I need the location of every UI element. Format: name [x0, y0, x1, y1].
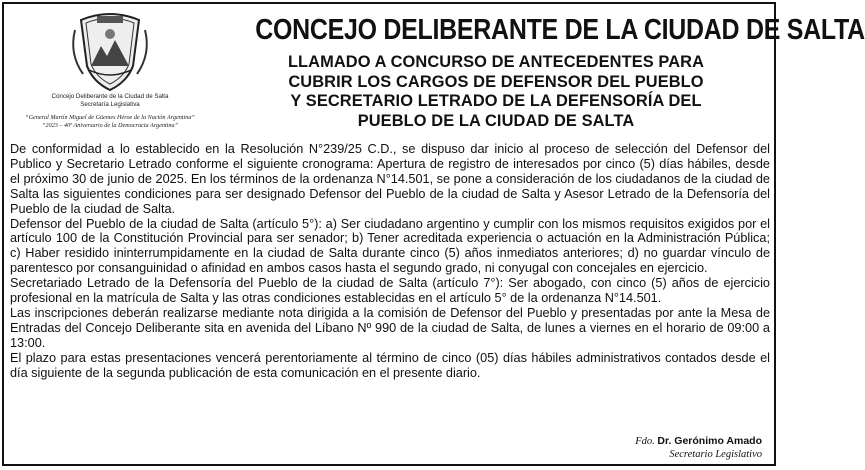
- org-name: Concejo Deliberante de la Ciudad de Salta: [51, 93, 169, 100]
- subtitle-line: CUBRIR LOS CARGOS DE DEFENSOR DEL PUEBLO: [288, 72, 704, 91]
- body-paragraph: Secretariado Letrado de la Defensoría del Pueblo de la ciudad de Salta (artículo 7°): Ser abogado, con cinco (5) años de ejercicio profesional en la matrícula de Salta y las otras condiciones establecidas en el artículo 5° de la ordenanza N°14.501.: [10, 276, 770, 306]
- body-paragraph: De conformidad a lo establecido en la Resolución N°239/25 C.D., se dispuso dar inicio al proceso de selección del Defensor del Publico y Secretario Letrado conforme el siguiente cronograma: Apertura de registro de interesados por cinco (5) días hábiles, desde el próximo 30 de junio de 2025. En los términos de la ordenanza N°14.501, se pone a consideración de los ciudadanos de la ciudad de Salta las siguientes condiciones para ser designado Defensor del Pueblo de la ciudad de Salta y Asesor Letrado de la Defensoría del Pueblo de la ciudad de Salta.: [10, 142, 770, 216]
- subtitle-line: LLAMADO A CONCURSO DE ANTECEDENTES PARA: [287, 53, 705, 71]
- title-block: [216, 14, 865, 131]
- motto-line-2: “2023 – 40º Aniversario de la Democracia Argentina”: [41, 121, 179, 129]
- header: [4, 4, 865, 139]
- notice-subtitle: [216, 53, 776, 131]
- motto-line-1: “General Martín Miguel de Güemes Héroe de la Nación Argentina”: [25, 114, 195, 121]
- city-seal-icon: [67, 10, 153, 92]
- signer-role: Secretario Legislativo: [669, 449, 762, 460]
- page-title: CONCEJO DELIBERANTE DE LA CIUDAD DE SALTA: [255, 14, 865, 46]
- body-paragraph: Las inscripciones deberán realizarse mediante nota dirigida a la comisión de Defensor del Pueblo y presentadas por ante la Mesa de Entradas del Concejo Deliberante sita en avenida del Líbano Nº 990 de la ciudad de Salta, de lunes a viernes en el horario de 09:00 a 13:00.: [10, 305, 770, 350]
- signature-prefix: Fdo.: [635, 436, 655, 447]
- body-paragraph: Defensor del Pueblo de la ciudad de Salta (artículo 5°): a) Ser ciudadano argentino y cumplir con los mismos requisitos exigidos por el artículo 100 de la Constitución Provincial para ser senador; b) Tener acreditada experiencia o actuación en la Administración Pública; c) Haber residido ininterrumpidamente en la ciudad de Salta durante cinco (5) años inmediatos anteriores; d) no guardar vínculo de parentesco por consanguinidad o afinidad en ambos casos hasta el segundo grado, ni conyugal con concejales en ejercicio.: [10, 216, 770, 276]
- org-subtitle: Secretaría Legislativa: [80, 100, 140, 108]
- signature-block: [635, 435, 762, 461]
- notice-body: [10, 142, 770, 381]
- subtitle-line: PUEBLO DE LA CIUDAD DE SALTA: [357, 111, 635, 130]
- seal-caption: [10, 93, 210, 129]
- body-paragraph: El plazo para estas presentaciones vencerá perentoriamente al término de cinco (05) días hábiles administrativos contados desde el día siguiente de la segunda publicación de esta comunicación en el presente diario.: [10, 350, 770, 380]
- subtitle-line: Y SECRETARIO LETRADO DE LA DEFENSORÍA DEL: [290, 92, 702, 110]
- signer-name: Dr. Gerónimo Amado: [657, 435, 762, 447]
- notice-frame: [2, 2, 865, 466]
- seal-block: [10, 10, 210, 129]
